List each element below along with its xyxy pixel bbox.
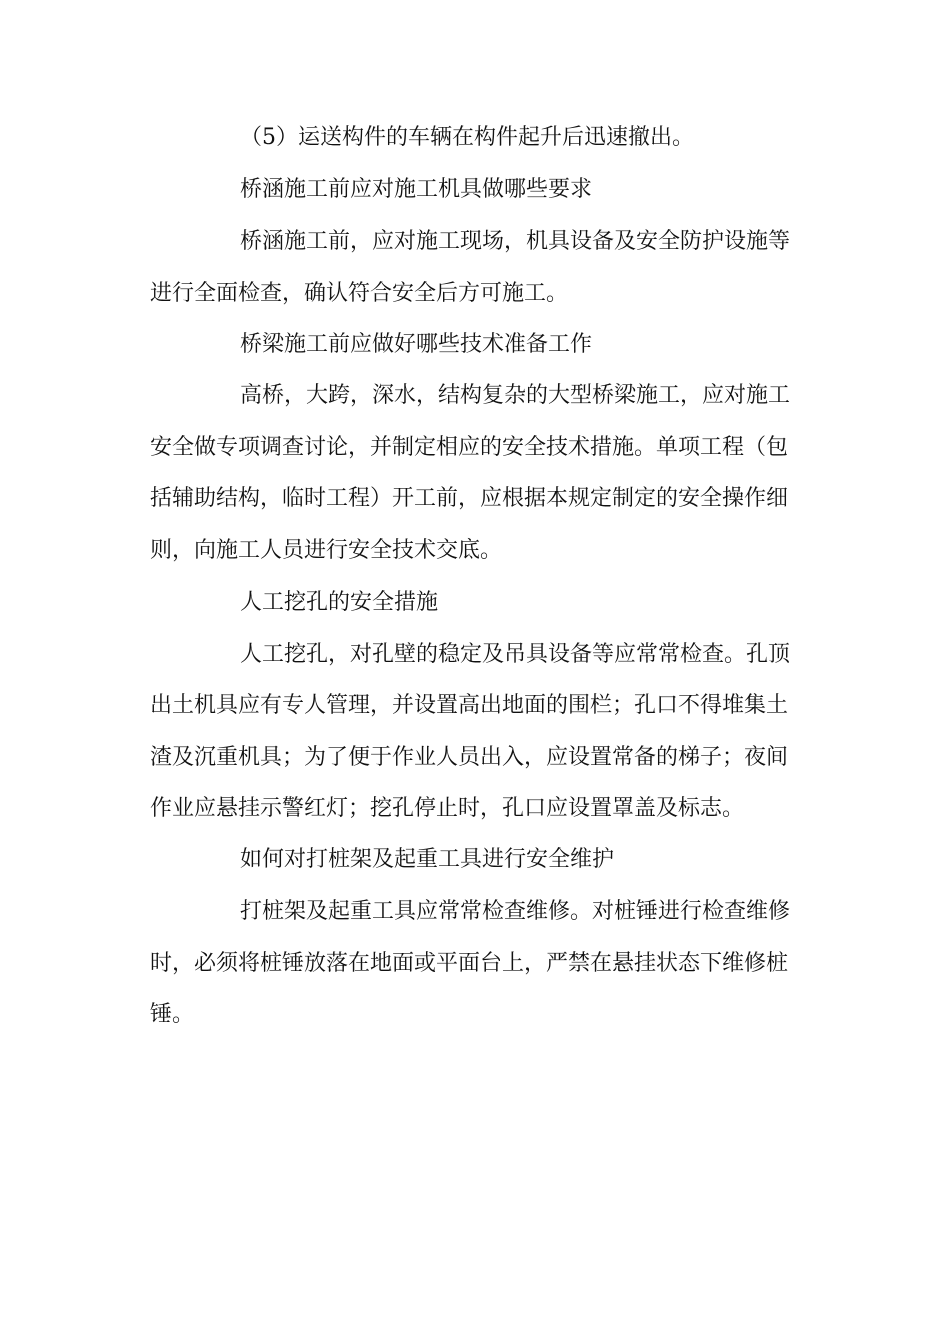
- paragraph-line: 锤。: [150, 1002, 195, 1027]
- section-heading: 桥梁施工前应做好哪些技术准备工作: [240, 332, 593, 357]
- section-heading: 如何对打桩架及起重工具进行安全维护: [240, 847, 615, 872]
- section-heading: 人工挖孔的安全措施: [240, 590, 439, 615]
- paragraph-line: 进行全面检查，确认符合安全后方可施工。: [150, 281, 569, 306]
- paragraph-line: 打桩架及起重工具应常常检查维修。对桩锤进行检查维修: [240, 899, 791, 924]
- paragraph-line: 人工挖孔，对孔壁的稳定及吊具设备等应常常检查。孔顶: [240, 642, 791, 667]
- paragraph-line: 安全做专项调查讨论，并制定相应的安全技术措施。单项工程（包: [150, 435, 789, 460]
- paragraph-line: 渣及沉重机具；为了便于作业人员出入，应设置常备的梯子；夜间: [150, 745, 789, 770]
- paragraph-line: 则，向施工人员进行安全技术交底。: [150, 538, 503, 563]
- paragraph-line: 高桥，大跨，深水，结构复杂的大型桥梁施工，应对施工: [240, 383, 791, 408]
- paragraph-line: 时，必须将桩锤放落在地面或平面台上，严禁在悬挂状态下维修桩: [150, 951, 789, 976]
- paragraph-line: 出土机具应有专人管理，并设置高出地面的围栏；孔口不得堆集土: [150, 693, 789, 718]
- paragraph-line: 括辅助结构，临时工程）开工前，应根据本规定制定的安全操作细: [150, 486, 789, 511]
- paragraph-line: 桥涵施工前，应对施工现场，机具设备及安全防护设施等: [240, 229, 791, 254]
- paragraph-line: 作业应悬挂示警红灯；挖孔停止时，孔口应设置罩盖及标志。: [150, 796, 745, 821]
- paragraph-line: （5）运送构件的车辆在构件起升后迅速撤出。: [240, 125, 694, 150]
- section-heading: 桥涵施工前应对施工机具做哪些要求: [240, 177, 593, 202]
